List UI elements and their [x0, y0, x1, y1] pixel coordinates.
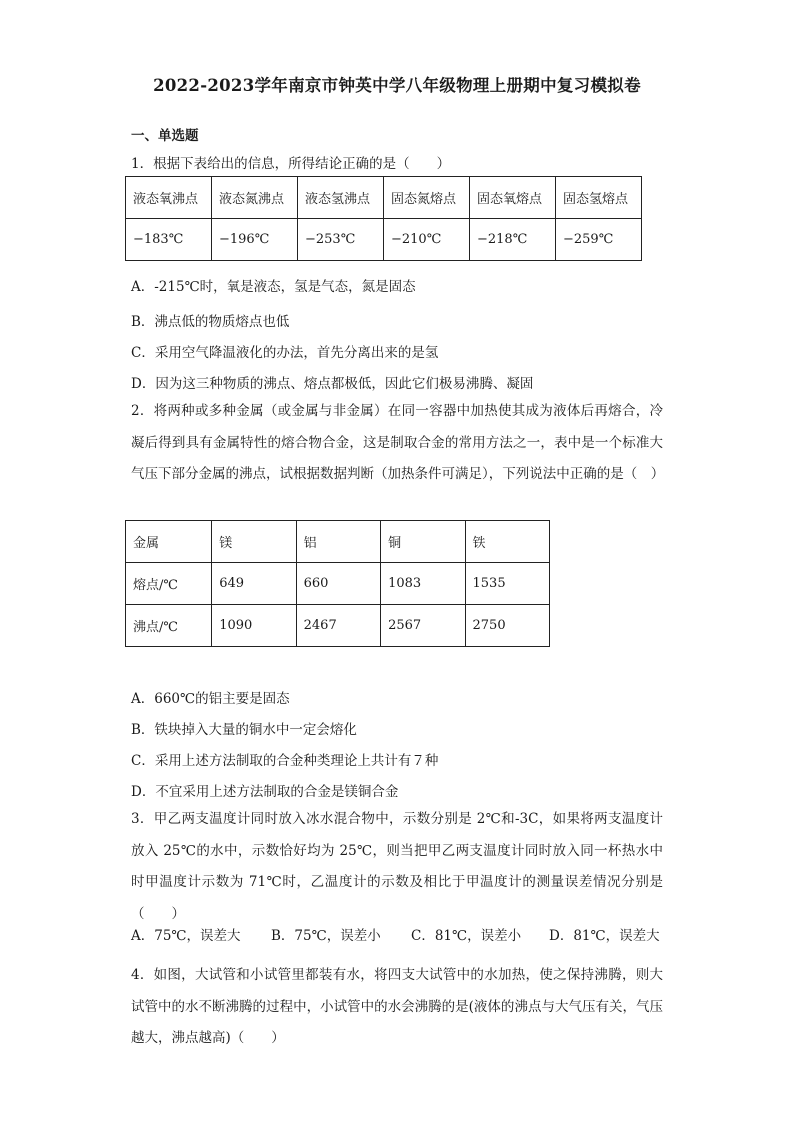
table-cell: 1535: [465, 563, 549, 605]
table-cell: −183℃: [126, 219, 212, 261]
table-row: [126, 563, 550, 605]
q4-stem: 4．如图，大试管和小试管里都装有水，将四支大试管中的水加热，使之保持沸腾，则大试管中的水不断沸腾的过程中，小试管中的水会沸腾的是(液体的沸点与大气压有关，气压越大，沸点越高)（ ）: [131, 967, 664, 1047]
table-row: [126, 219, 642, 261]
q1-table: [125, 176, 642, 261]
table-cell: 铁: [465, 521, 549, 563]
q1-option-d: D．因为这三种物质的沸点、熔点都极低，因此它们极易沸腾、凝固: [131, 376, 534, 392]
q2-table: [125, 520, 550, 647]
table-header-cell: 固态氧熔点: [470, 177, 556, 219]
q1-option-b: B．沸点低的物质熔点也低: [131, 314, 290, 330]
table-cell: 2467: [296, 605, 380, 647]
table-cell: 金属: [126, 521, 212, 563]
table-header-cell: 液态氧沸点: [126, 177, 212, 219]
table-cell: 铜: [381, 521, 465, 563]
q1-stem: 1．根据下表给出的信息，所得结论正确的是（ ）: [131, 156, 451, 172]
q2-stem: 2．将两种或多种金属（或金属与非金属）在同一容器中加热使其成为液体后再熔合，冷凝后得到具有金属特性的熔合物合金，这是制取合金的常用方法之一，表中是一个标准大气压下部分金属的沸点，试根据数据判断（加热条件可满足），下列说法中正确的是（ ）: [131, 403, 665, 483]
document-title: 2022-2023学年南京市钟英中学八年级物理上册期中复习模拟卷: [153, 76, 641, 95]
table-cell: −210℃: [384, 219, 470, 261]
table-header-cell: 固态氮熔点: [384, 177, 470, 219]
table-row: [126, 521, 550, 563]
table-row: [126, 605, 550, 647]
table-header-cell: 固态氢熔点: [556, 177, 642, 219]
table-row: [126, 177, 642, 219]
table-cell: 镁: [212, 521, 296, 563]
table-cell: −253℃: [298, 219, 384, 261]
table-cell: 1090: [212, 605, 296, 647]
q3-option-d: D．81℃，误差大: [549, 928, 660, 944]
q2-option-b: B．铁块掉入大量的铜水中一定会熔化: [131, 722, 357, 738]
q3-option-a: A．75℃，误差大: [131, 928, 241, 944]
q3-option-c: C．81℃，误差小: [411, 928, 522, 944]
q2-option-d: D．不宜采用上述方法制取的合金是镁铜合金: [131, 784, 399, 800]
q3-option-b: B．75℃，误差小: [271, 928, 381, 944]
q3-options: [131, 924, 671, 944]
table-cell: 铝: [296, 521, 380, 563]
table-cell: 熔点/℃: [126, 563, 212, 605]
table-cell: 660: [296, 563, 380, 605]
q2-option-a: A．660℃的铝主要是固态: [131, 691, 290, 707]
section-heading: 一、单选题: [131, 128, 199, 144]
q2-option-c: C．采用上述方法制取的合金种类理论上共计有７种: [131, 753, 439, 769]
table-cell: 1083: [381, 563, 465, 605]
q3-stem: 3．甲乙两支温度计同时放入冰水混合物中，示数分别是 2℃和-3C，如果将两支温度计放入 25℃的水中，示数恰好均为 25℃，则当把甲乙两支温度计同时放入同一杯热水中时甲温度计示数为 71℃时，乙温度计的示数及相比于甲温度计的测量误差情况分别是（ ）: [131, 811, 663, 923]
table-cell: 沸点/℃: [126, 605, 212, 647]
table-cell: −218℃: [470, 219, 556, 261]
table-cell: −196℃: [212, 219, 298, 261]
table-cell: −259℃: [556, 219, 642, 261]
table-header-cell: 液态氮沸点: [212, 177, 298, 219]
table-cell: 649: [212, 563, 296, 605]
table-header-cell: 液态氢沸点: [298, 177, 384, 219]
table-cell: 2567: [381, 605, 465, 647]
q1-option-a: A．-215℃时，氧是液态，氢是气态，氮是固态: [131, 279, 416, 295]
table-cell: 2750: [465, 605, 549, 647]
q1-option-c: C．采用空气降温液化的办法，首先分离出来的是氢: [131, 345, 439, 361]
